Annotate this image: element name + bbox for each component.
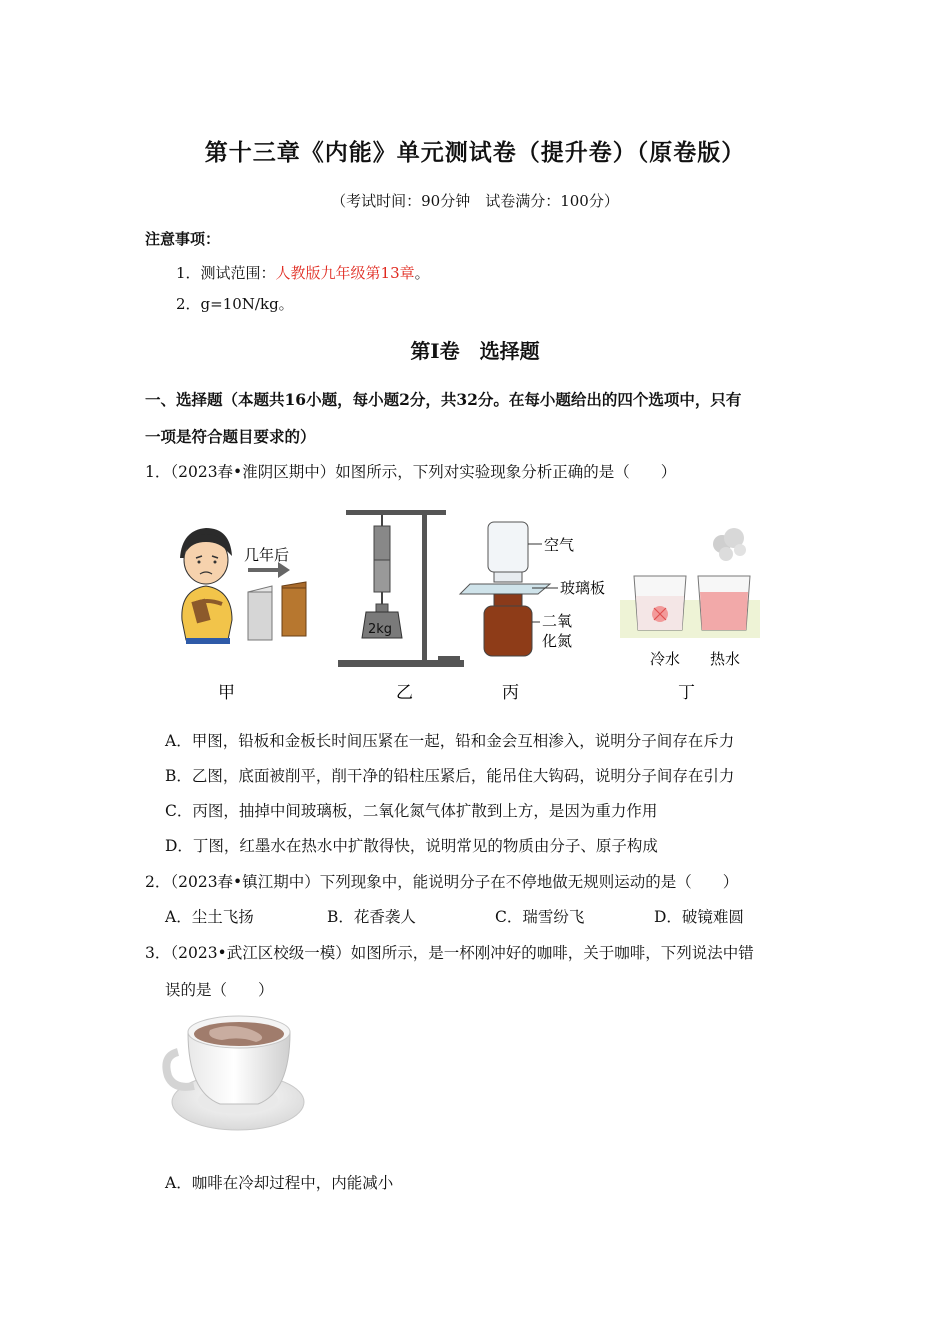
fig-caption-yi: 乙 [396,683,413,703]
fig-label-hot-water: 热水 [710,650,741,668]
part-instructions-line1: 一、选择题（本题共16小题，每小题2分，共32分。在每小题给出的四个选项中，只有 [145,390,742,409]
question-1-figure [160,500,780,710]
section-title: 第Ⅰ卷 选择题 [410,339,540,363]
note-item-1-suffix: 。 [414,264,430,282]
note-item-1-prefix: 1．测试范围： [176,264,276,282]
fig-caption-jia: 甲 [218,683,235,703]
note-item-1-highlight: 人教版九年级第13章 [275,264,415,282]
question-3-stem-line2: 误的是（ ） [165,981,274,999]
question-3-stem-line1: 3．（2023•武江区校级一模）如图所示，是一杯刚冲好的咖啡，关于咖啡，下列说法中错 [145,944,754,962]
note-item-2: 2．g=10N/kg。 [176,295,294,313]
figure-bing [460,522,605,656]
figure-ding [620,528,760,668]
page-title: 第十三章《内能》单元测试卷（提升卷）（原卷版） [204,139,746,166]
question-2-stem: 2．（2023春•镇江期中）下列现象中，能说明分子在不停地做无规则运动的是（ ） [145,873,739,891]
question-1-option-c: C．丙图，抽掉中间玻璃板，二氧化氮气体扩散到上方，是因为重力作用 [165,802,658,820]
question-1-stem: 1．（2023春•淮阴区期中）如图所示，下列对实验现象分析正确的是（ ） [145,463,677,481]
figure-yi [338,510,464,667]
part-instructions-line2: 一项是符合题目要求的） [145,427,316,446]
question-1-option-d: D．丁图，红墨水在热水中扩散得快，说明常见的物质由分子、原子构成 [165,837,658,855]
fig-label-glass-plate: 玻璃板 [560,579,606,597]
note-item-1 [176,262,430,283]
question-1-option-a: A．甲图，铅板和金板长时间压紧在一起，铅和金会互相渗入，说明分子间存在斥力 [165,732,735,750]
fig-caption-ding: 丁 [678,683,695,703]
exam-info: （考试时间：90分钟 试卷满分：100分） [331,192,619,210]
fig-label-cold-water: 冷水 [650,650,681,668]
figure-jia [180,528,306,644]
weight-label: 2kg [368,622,393,637]
question-3-option-a: A．咖啡在冷却过程中，内能减小 [165,1174,394,1192]
question-2-option-c: C．瑞雪纷飞 [495,908,585,926]
coffee-cup-image [160,1002,315,1138]
question-1-option-b: B．乙图，底面被削平，削干净的铅柱压紧后，能吊住大钩码，说明分子间存在引力 [165,767,735,785]
question-2-option-a: A．尘土飞扬 [165,908,254,926]
fig-label-no2-line1: 二氧 [542,612,573,630]
fig-label-air: 空气 [544,536,575,554]
question-2-option-d: D．破镜难圆 [654,908,744,926]
notes-heading: 注意事项： [145,230,221,248]
fig-label-no2-line2: 化氮 [542,632,573,650]
fig-label-years-later: 几年后 [244,546,290,564]
question-2-option-b: B．花香袭人 [327,908,416,926]
fig-caption-bing: 丙 [502,683,519,703]
